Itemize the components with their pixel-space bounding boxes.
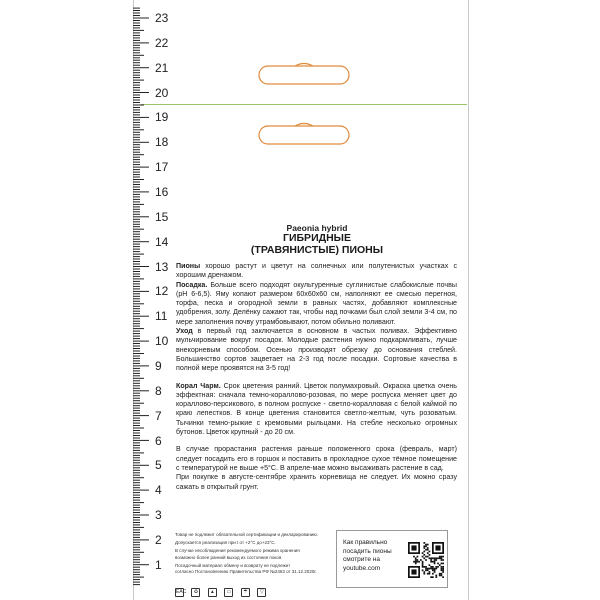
- ruler-label: 12: [155, 284, 169, 299]
- youtube-text: Как правильно посадить пионы смотрите на youtube.com: [343, 539, 392, 572]
- description-block: [176, 262, 457, 492]
- ruler-label: 15: [155, 209, 169, 224]
- paragraph-growing: Пионы хорошо растут и цветут на солнечных или полутенистых участках с хорошим дренажом.: [176, 262, 457, 280]
- ruler-label: 9: [155, 358, 162, 373]
- recycle-icon: ♻: [191, 588, 200, 597]
- ruler-label: 8: [155, 383, 162, 398]
- certification-icons: [175, 580, 335, 595]
- ruler-label: 19: [155, 110, 169, 125]
- ruler-label: 1: [155, 557, 162, 572]
- eac-mark-icon: EAC: [176, 589, 187, 595]
- ruler-label: 20: [155, 85, 169, 100]
- latin-name: Paeonia hybrid: [286, 223, 348, 233]
- glass-icon: ▽: [257, 588, 266, 597]
- fold-guide-line: [141, 104, 467, 105]
- paragraph-care: Уход в первый год заключается в основном в частых поливах. Эффективно мульчирование вокруг посадок. Молодые растения нужно подкармливать, лучше внекорневым способом. Осенью производят обрезку до основания стеблей. Большинство сортов зацветает на 2-3 год после посадки. Сортовые качества в полной мере проявятся на 3-5 год!: [176, 327, 457, 373]
- box-icon: ▭: [224, 588, 233, 597]
- qr-code-icon[interactable]: [408, 535, 444, 585]
- ruler-label: 17: [155, 160, 169, 175]
- ruler-label: 3: [155, 508, 162, 522]
- product-title: [173, 232, 461, 256]
- ruler-label: 21: [155, 60, 169, 75]
- paragraph-planting: Посадка. Больше всего подходят окультуренные суглинистые слабокислые почвы (рН 6-6,5). Яму копают размером 60х60х60 см, наполняют ее смесью перегноя, торфа, песка и огородной земли в равных частях, добавляют комплексные удобрения, золу. Делёнку сажают так, чтобы над почками был слой земли 3-4 см, по мере заполнения почву утрамбовывают, потом обильно поливают.: [176, 280, 457, 326]
- ruler-label: 23: [155, 11, 169, 25]
- ruler-label: 11: [155, 309, 168, 324]
- title-line-1: ГИБРИДНЫЕ: [283, 232, 351, 244]
- ruler-label: 4: [155, 483, 162, 498]
- ruler-label: 18: [155, 135, 169, 150]
- ruler-label: 22: [155, 35, 169, 50]
- ruler-label: 6: [155, 433, 162, 448]
- ruler-label: 2: [155, 532, 162, 547]
- ruler-label: 7: [155, 408, 162, 423]
- youtube-info-box: [336, 530, 448, 588]
- hanger-cutout-bottom: [255, 122, 353, 148]
- centimeter-ruler: [133, 0, 173, 600]
- umbrella-icon: ☂: [241, 588, 250, 597]
- ruler-label: 13: [155, 259, 169, 274]
- ruler-label: 5: [155, 458, 162, 473]
- paragraph-early-sprout: В случае прорастания растения раньше положенного срока (февраль, март) следует посадить его в горшок и поставить в прохладное сухое тёмное помещение с температурой не выше +5°С. В апреле-мае можно высаживать растение в сад.: [176, 445, 457, 472]
- hanger-cutout-top: [255, 62, 353, 88]
- paragraph-variety: Корал Чарм. Срок цветения ранний. Цветок полумахровый. Окраска цветка очень эффектная: сначала темно-кораллово-розовая, по мере роспуска меняет цвет до кораллово-персикового, в полном роспуске - светло-коралловая с белой каймой по краю лепестков. В конце цветения становится светло-желтым, чуть розоватым. Тычинки темно-рыжие с кремовыми рыльцами. На стебле несколько огромных бутонов. Цветок крупный - до 20 см.: [176, 381, 457, 437]
- warning-triangle-icon: ▲: [208, 588, 217, 597]
- ruler-label: 14: [155, 234, 169, 249]
- ruler-label: 10: [155, 334, 169, 349]
- legal-notice: Товар не подлежит обязательной сертификации и декларированию. Допускается реализация при t от +2°С до+23°С. В случае несоблюдения рекомендуемого режима хранения возможно более ранний выход из состояния покоя. Посадочный материал обмену и возврату не подлежит согласно Постановлению Правительства РФ №2463 от 31.12.2020г.: [175, 532, 318, 575]
- ruler-label: 16: [155, 185, 169, 199]
- title-line-2: (ТРАВЯНИСТЫЕ) ПИОНЫ: [250, 244, 384, 256]
- paragraph-storage: При покупке в августе-сентябре хранить корневища не следует. Их можно сразу сажать в открытый грунт.: [176, 473, 457, 491]
